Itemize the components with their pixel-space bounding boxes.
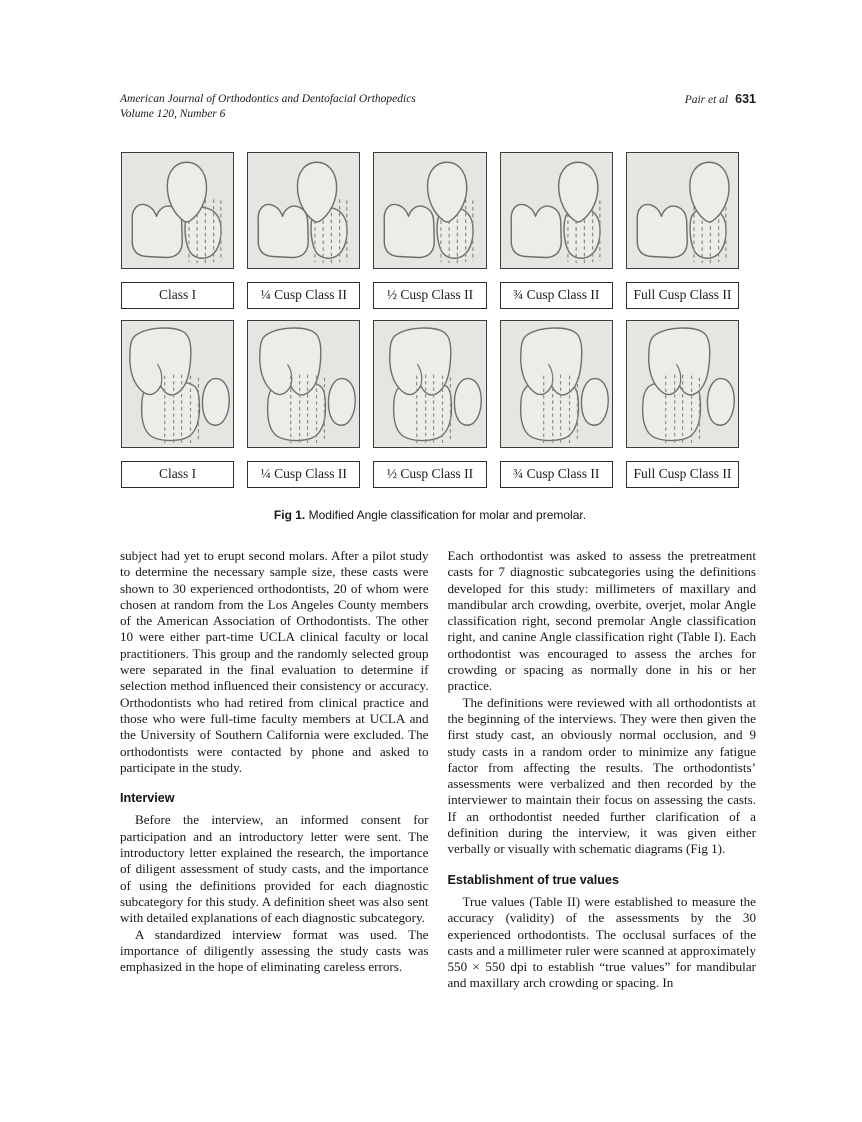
running-head — [120, 92, 756, 121]
section-heading-interview: Interview — [120, 791, 175, 806]
journal-info — [120, 92, 416, 121]
figure-panel — [121, 320, 234, 488]
journal-name: American Journal of Orthodontics and Dentofacial Orthopedics — [120, 93, 416, 105]
section-heading-true-values: Establishment of true values — [447, 872, 619, 887]
premolar-diagram-class-i — [121, 152, 234, 269]
page-number: 631 — [735, 92, 756, 106]
molar-row — [121, 320, 739, 488]
authors: Pair et al — [684, 94, 729, 106]
figure-panel — [500, 320, 613, 488]
panel-label: Class I — [121, 282, 234, 309]
premolar-diagram-full-cusp — [626, 152, 739, 269]
paragraph: Each orthodontist was asked to assess the pretreatment casts for 7 diagnostic subcategories using the definitions developed for this study: millimeters of maxillary and mandibular arch crowding, overbite, overjet, molar Angle classification right, second premolar Angle classification right, and canine Angle classification right (Table I). Each orthodontist was encouraged to assess the arches for crowding or spacing as normally done in his or her practice. — [447, 548, 756, 694]
figure-panel — [247, 152, 360, 309]
figure-panel — [500, 152, 613, 309]
panel-label: ½ Cusp Class II — [373, 282, 486, 309]
molar-diagram-three-quarter-cusp — [500, 320, 613, 448]
paragraph: Before the interview, an informed consent for participation and an introductory letter were sent. The introductory letter explained the research, the importance of diligent assessment of study casts, and the importance of using the definitions provided for each diagnostic subcategory for this study. A definition sheet was also sent with detailed explanations of each diagnostic subcategory. — [120, 812, 429, 926]
molar-diagram-full-cusp — [626, 320, 739, 448]
premolar-diagram-three-quarter-cusp — [500, 152, 613, 269]
authors-page — [685, 92, 756, 108]
panel-label: ¾ Cusp Class II — [500, 461, 613, 488]
panel-label: ¼ Cusp Class II — [247, 461, 360, 488]
panel-label: Full Cusp Class II — [626, 282, 739, 309]
body-text — [120, 548, 756, 992]
premolar-diagram-half-cusp — [373, 152, 486, 269]
figure-panel — [626, 152, 739, 309]
paragraph: subject had yet to erupt second molars. After a pilot study to determine the necessary sample size, these casts were shown to 30 experienced orthodontists, 20 of whom were chosen at random from the Los Angeles County members of the American Association of Orthodontists. The other 10 were either part-time UCLA clinical faculty or local practitioners. This group and the randomly selected group were separated in the final evaluation to determine if selection method influenced their consistency or accuracy. Orthodontists who had retired from clinical practice and those who were full-time faculty members at UCLA and the University of Southern California were excluded. The orthodontists were contacted by phone and asked to participate in the study. — [120, 548, 429, 775]
paragraph: True values (Table II) were established to measure the accuracy (validity) of the assessments by the 30 experienced orthodontists. The occlusal surfaces of the casts and a millimeter ruler were scanned at approximately 550 × 550 dpi to establish “true values” for mandibular and maxillary arch crowding or spacing. In — [447, 893, 756, 991]
figure-panel — [373, 320, 486, 488]
panel-label: ¼ Cusp Class II — [247, 282, 360, 309]
premolar-diagram-quarter-cusp — [247, 152, 360, 269]
molar-diagram-quarter-cusp — [247, 320, 360, 448]
molar-diagram-half-cusp — [373, 320, 486, 448]
figure-panel — [121, 152, 234, 309]
figure-panel — [626, 320, 739, 488]
panel-label: ¾ Cusp Class II — [500, 282, 613, 309]
panel-label: Class I — [121, 461, 234, 488]
figure-caption — [121, 508, 739, 522]
figure-caption-label: Fig 1. — [273, 508, 306, 523]
right-column — [448, 548, 757, 992]
paragraph: A standardized interview format was used. The importance of diligently assessing the study casts was emphasized in the hope of eliminating careless errors. — [120, 926, 429, 975]
left-column — [120, 548, 429, 992]
panel-label: ½ Cusp Class II — [373, 461, 486, 488]
figure-panel — [373, 152, 486, 309]
journal-issue: Volume 120, Number 6 — [120, 107, 226, 120]
figure-panel — [247, 320, 360, 488]
molar-diagram-class-i — [121, 320, 234, 448]
figure-1 — [121, 152, 739, 522]
paragraph: The definitions were reviewed with all orthodontists at the beginning of the interviews. They were then given the first study cast, an obviously normal occlusion, and 9 study casts in a random order to minimize any fatigue factor from affecting the results. The orthodontists’ assessments were verbalized and then recorded by the interviewer to maintain their focus on assessing the casts. If an orthodontist needed further clarification of a definition during the interview, it was given either verbally or visually with schematic diagrams (Fig 1). — [447, 694, 756, 857]
panel-label: Full Cusp Class II — [626, 461, 739, 488]
figure-caption-text: Modified Angle classification for molar and premolar. — [308, 508, 587, 523]
premolar-row — [121, 152, 739, 309]
